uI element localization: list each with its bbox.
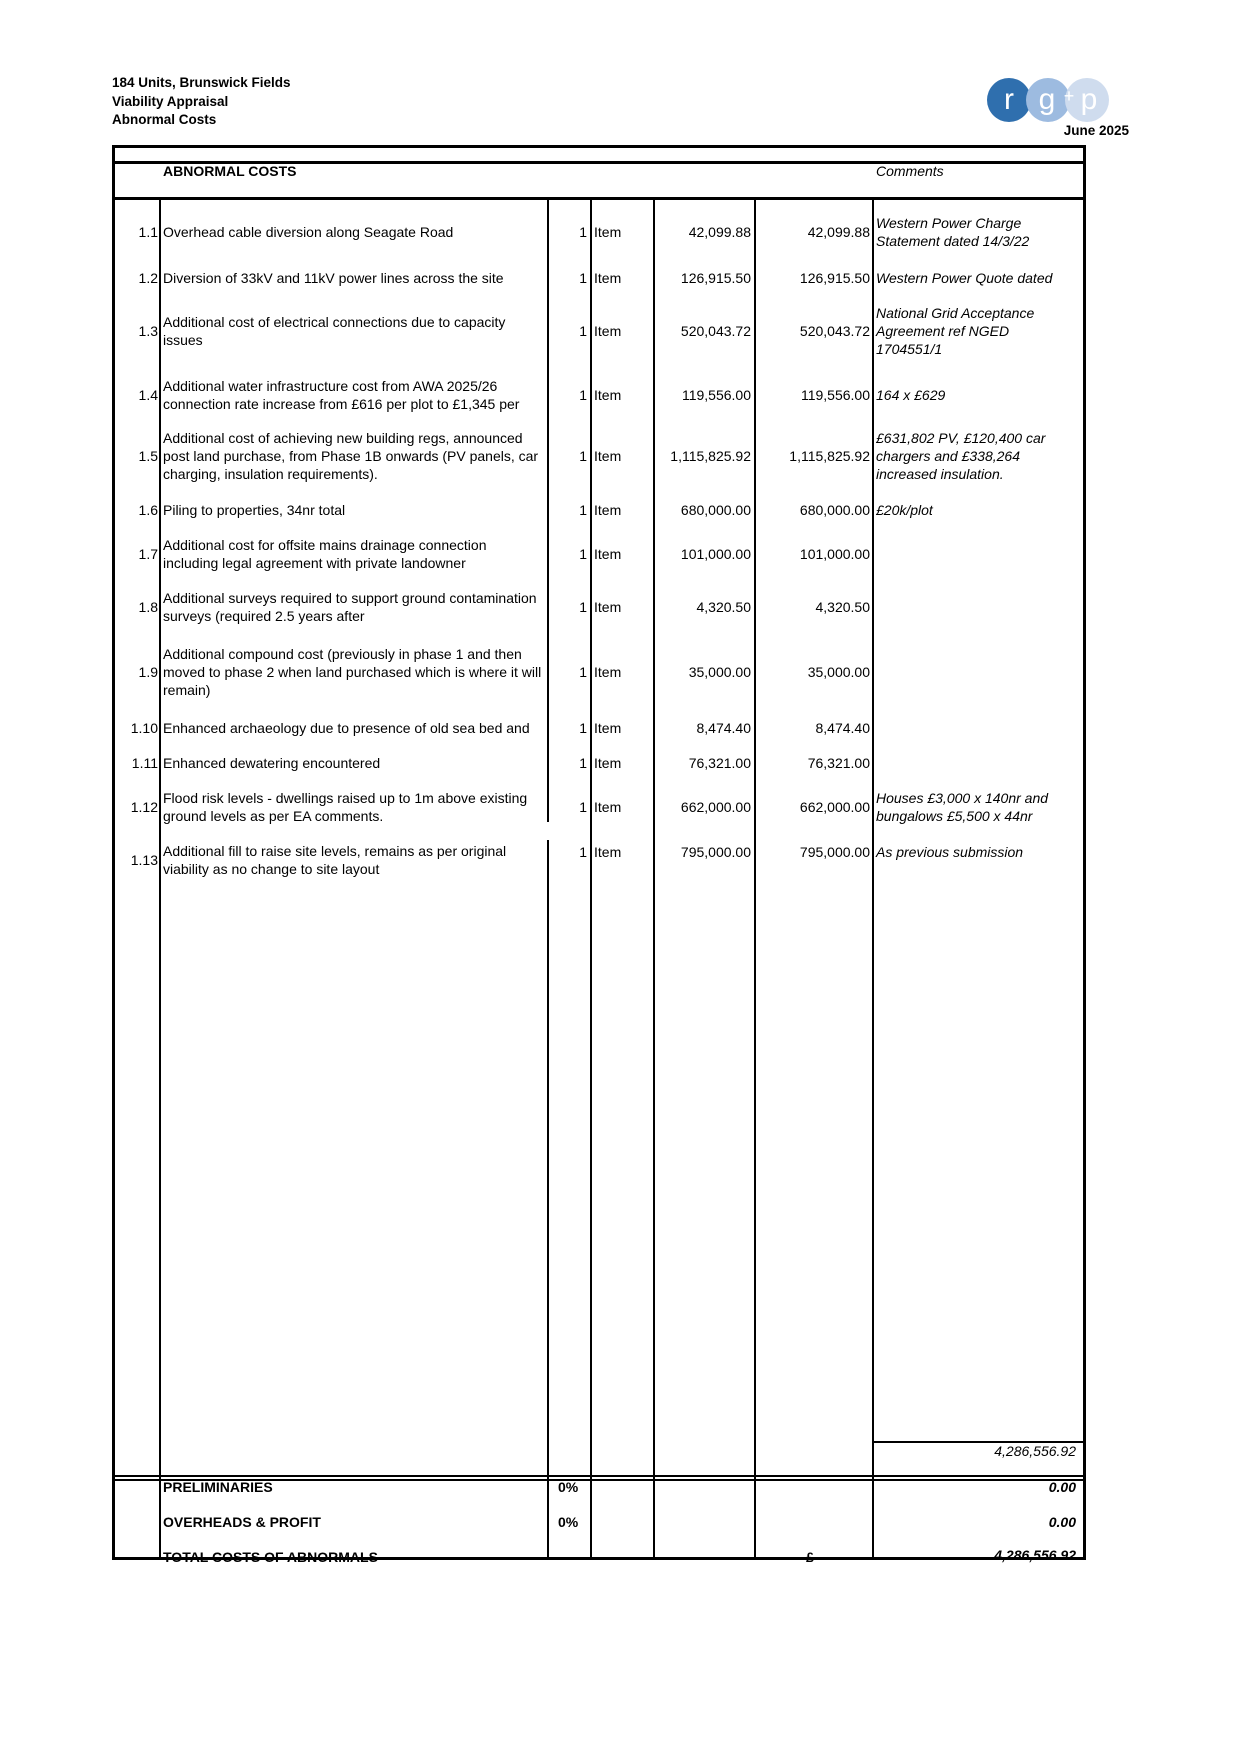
row-total: 119,556.00 (800, 387, 870, 403)
row-ref: 1.3 (138, 323, 158, 339)
row-rate: 119,556.00 (681, 387, 751, 403)
overheads-percent: 0% (558, 1514, 579, 1530)
row-comment: Western Power Charge Statement dated 14/3/22 (876, 215, 1030, 249)
col-line-qty (590, 198, 592, 1560)
row-unit: Item (594, 844, 622, 860)
row-total: 101,000.00 (799, 546, 870, 562)
row-unit: Item (594, 323, 622, 339)
row-quantity: 1 (579, 720, 587, 736)
svg-text:p: p (1080, 83, 1098, 116)
row-quantity: 1 (579, 599, 587, 615)
row-ref: 1.5 (138, 448, 158, 464)
row-rate: 42,099.88 (688, 224, 751, 240)
row-comment: £20k/plot (876, 502, 933, 518)
row-comment: £631,802 PV, £120,400 car chargers and £338,264 increased insulation. (876, 430, 1046, 482)
preliminaries-percent: 0% (558, 1479, 579, 1495)
overheads-value: 0.00 (1048, 1514, 1076, 1530)
row-comment: As previous submission (876, 844, 1024, 860)
row-unit: Item (594, 720, 622, 736)
row-ref: 1.7 (138, 546, 158, 562)
row-total: 8,474.40 (815, 720, 870, 736)
row-ref: 1.8 (138, 599, 158, 615)
preliminaries-label: PRELIMINARIES (163, 1479, 273, 1495)
rgp-logo (985, 76, 1125, 124)
summary-rule-1 (112, 1475, 1086, 1477)
row-quantity: 1 (579, 224, 587, 240)
row-total: 1,115,825.92 (789, 448, 870, 464)
header-bottom-rule (112, 197, 1086, 200)
row-unit: Item (594, 664, 622, 680)
row-total: 795,000.00 (799, 844, 870, 860)
svg-text:g: g (1038, 83, 1056, 116)
row-unit: Item (594, 755, 622, 771)
row-description: Additional water infrastructure cost from AWA 2025/26 connection rate increase from £616 per plot to £1,345 per (163, 378, 520, 412)
col-line-ref (159, 198, 161, 1560)
document-date: June 2025 (1063, 123, 1129, 138)
row-comment: National Grid Acceptance Agreement ref NGED 1704551/1 (876, 305, 1035, 357)
row-total: 662,000.00 (799, 799, 870, 815)
row-quantity: 1 (579, 546, 587, 562)
row-quantity: 1 (579, 844, 587, 860)
col-line-desc-lower (547, 840, 549, 1560)
row-total: 4,320.50 (815, 599, 870, 615)
section-title: ABNORMAL COSTS (163, 163, 297, 179)
col-line-total (872, 198, 874, 1560)
row-rate: 76,321.00 (688, 755, 751, 771)
row-quantity: 1 (579, 799, 587, 815)
row-rate: 680,000.00 (680, 502, 751, 518)
row-description: Additional cost for offsite mains drainage connection including legal agreement with private landowner (163, 537, 487, 571)
row-quantity: 1 (579, 664, 587, 680)
total-value: 4,286,556.92 (994, 1547, 1076, 1563)
row-description: Additional surveys required to support ground contamination surveys (required 2.5 years after (163, 590, 537, 624)
row-description: Overhead cable diversion along Seagate Road (163, 224, 454, 240)
row-comment: Houses £3,000 x 140nr and bungalows £5,500 x 44nr (876, 790, 1049, 824)
document-type: Viability Appraisal (112, 93, 229, 109)
row-description: Additional fill to raise site levels, remains as per original viability as no change to site layout (163, 843, 507, 877)
row-rate: 8,474.40 (696, 720, 751, 736)
row-total: 680,000.00 (799, 502, 870, 518)
row-rate: 662,000.00 (680, 799, 751, 815)
row-ref: 1.10 (130, 720, 158, 736)
row-unit: Item (594, 270, 622, 286)
row-total: 126,915.50 (799, 270, 870, 286)
row-quantity: 1 (579, 502, 587, 518)
row-comment: Western Power Quote dated (876, 270, 1053, 286)
row-comment (876, 589, 1076, 625)
row-unit: Item (594, 224, 622, 240)
document-header (112, 74, 291, 130)
row-description: Additional compound cost (previously in phase 1 and then moved to phase 2 when land purchased which is where it will remain) (163, 646, 542, 698)
row-ref: 1.1 (138, 224, 158, 240)
row-comment: 164 x £629 (876, 387, 946, 403)
row-unit: Item (594, 448, 622, 464)
row-description: Enhanced dewatering encountered (163, 755, 381, 771)
row-unit: Item (594, 599, 622, 615)
row-total: 42,099.88 (807, 224, 870, 240)
row-ref: 1.4 (138, 387, 158, 403)
row-description: Piling to properties, 34nr total (163, 502, 346, 518)
row-description: Enhanced archaeology due to presence of old sea bed and (163, 720, 530, 736)
overheads-label: OVERHEADS & PROFIT (163, 1514, 321, 1530)
svg-text:+: + (1063, 86, 1075, 106)
row-rate: 126,915.50 (680, 270, 751, 286)
section-name: Abnormal Costs (112, 112, 217, 127)
row-description: Diversion of 33kV and 11kV power lines across the site (163, 270, 504, 286)
subtotal-value: 4,286,556.92 (994, 1443, 1076, 1459)
row-ref: 1.9 (138, 664, 158, 680)
row-quantity: 1 (579, 387, 587, 403)
row-quantity: 1 (579, 448, 587, 464)
row-quantity: 1 (579, 323, 587, 339)
row-ref: 1.11 (131, 755, 158, 771)
row-ref: 1.6 (138, 502, 158, 518)
row-unit: Item (594, 799, 622, 815)
row-quantity: 1 (579, 755, 587, 771)
row-ref: 1.2 (138, 270, 158, 286)
row-description: Additional cost of achieving new building regs, announced post land purchase, from Phase 1B onwards (PV panels, car charging, insulation requirements). (163, 430, 539, 482)
preliminaries-value: 0.00 (1048, 1479, 1076, 1495)
row-comment (876, 645, 1076, 699)
row-rate: 101,000.00 (680, 546, 751, 562)
row-rate: 1,115,825.92 (670, 448, 751, 464)
row-description: Additional cost of electrical connections due to capacity issues (163, 314, 506, 348)
row-comment (876, 536, 1076, 572)
row-ref: 1.12 (130, 799, 158, 815)
row-quantity: 1 (579, 270, 587, 286)
row-rate: 520,043.72 (680, 323, 751, 339)
comments-header: Comments (876, 163, 944, 179)
row-comment (876, 753, 1076, 773)
total-label: TOTAL COSTS OF ABNORMALS (163, 1549, 378, 1565)
row-rate: 35,000.00 (688, 664, 751, 680)
row-ref: 1.13 (130, 852, 158, 868)
project-title: 184 Units, Brunswick Fields (112, 75, 291, 90)
row-unit: Item (594, 502, 622, 518)
row-total: 35,000.00 (807, 664, 870, 680)
currency-symbol: £ (806, 1549, 814, 1565)
row-rate: 795,000.00 (680, 844, 751, 860)
row-unit: Item (594, 387, 622, 403)
row-total: 76,321.00 (807, 755, 870, 771)
row-description: Flood risk levels - dwellings raised up to 1m above existing ground levels as per EA comments. (163, 790, 528, 824)
svg-text:r: r (1004, 83, 1014, 116)
row-comment (876, 718, 1076, 738)
row-total: 520,043.72 (799, 323, 870, 339)
row-rate: 4,320.50 (696, 599, 751, 615)
row-unit: Item (594, 546, 622, 562)
